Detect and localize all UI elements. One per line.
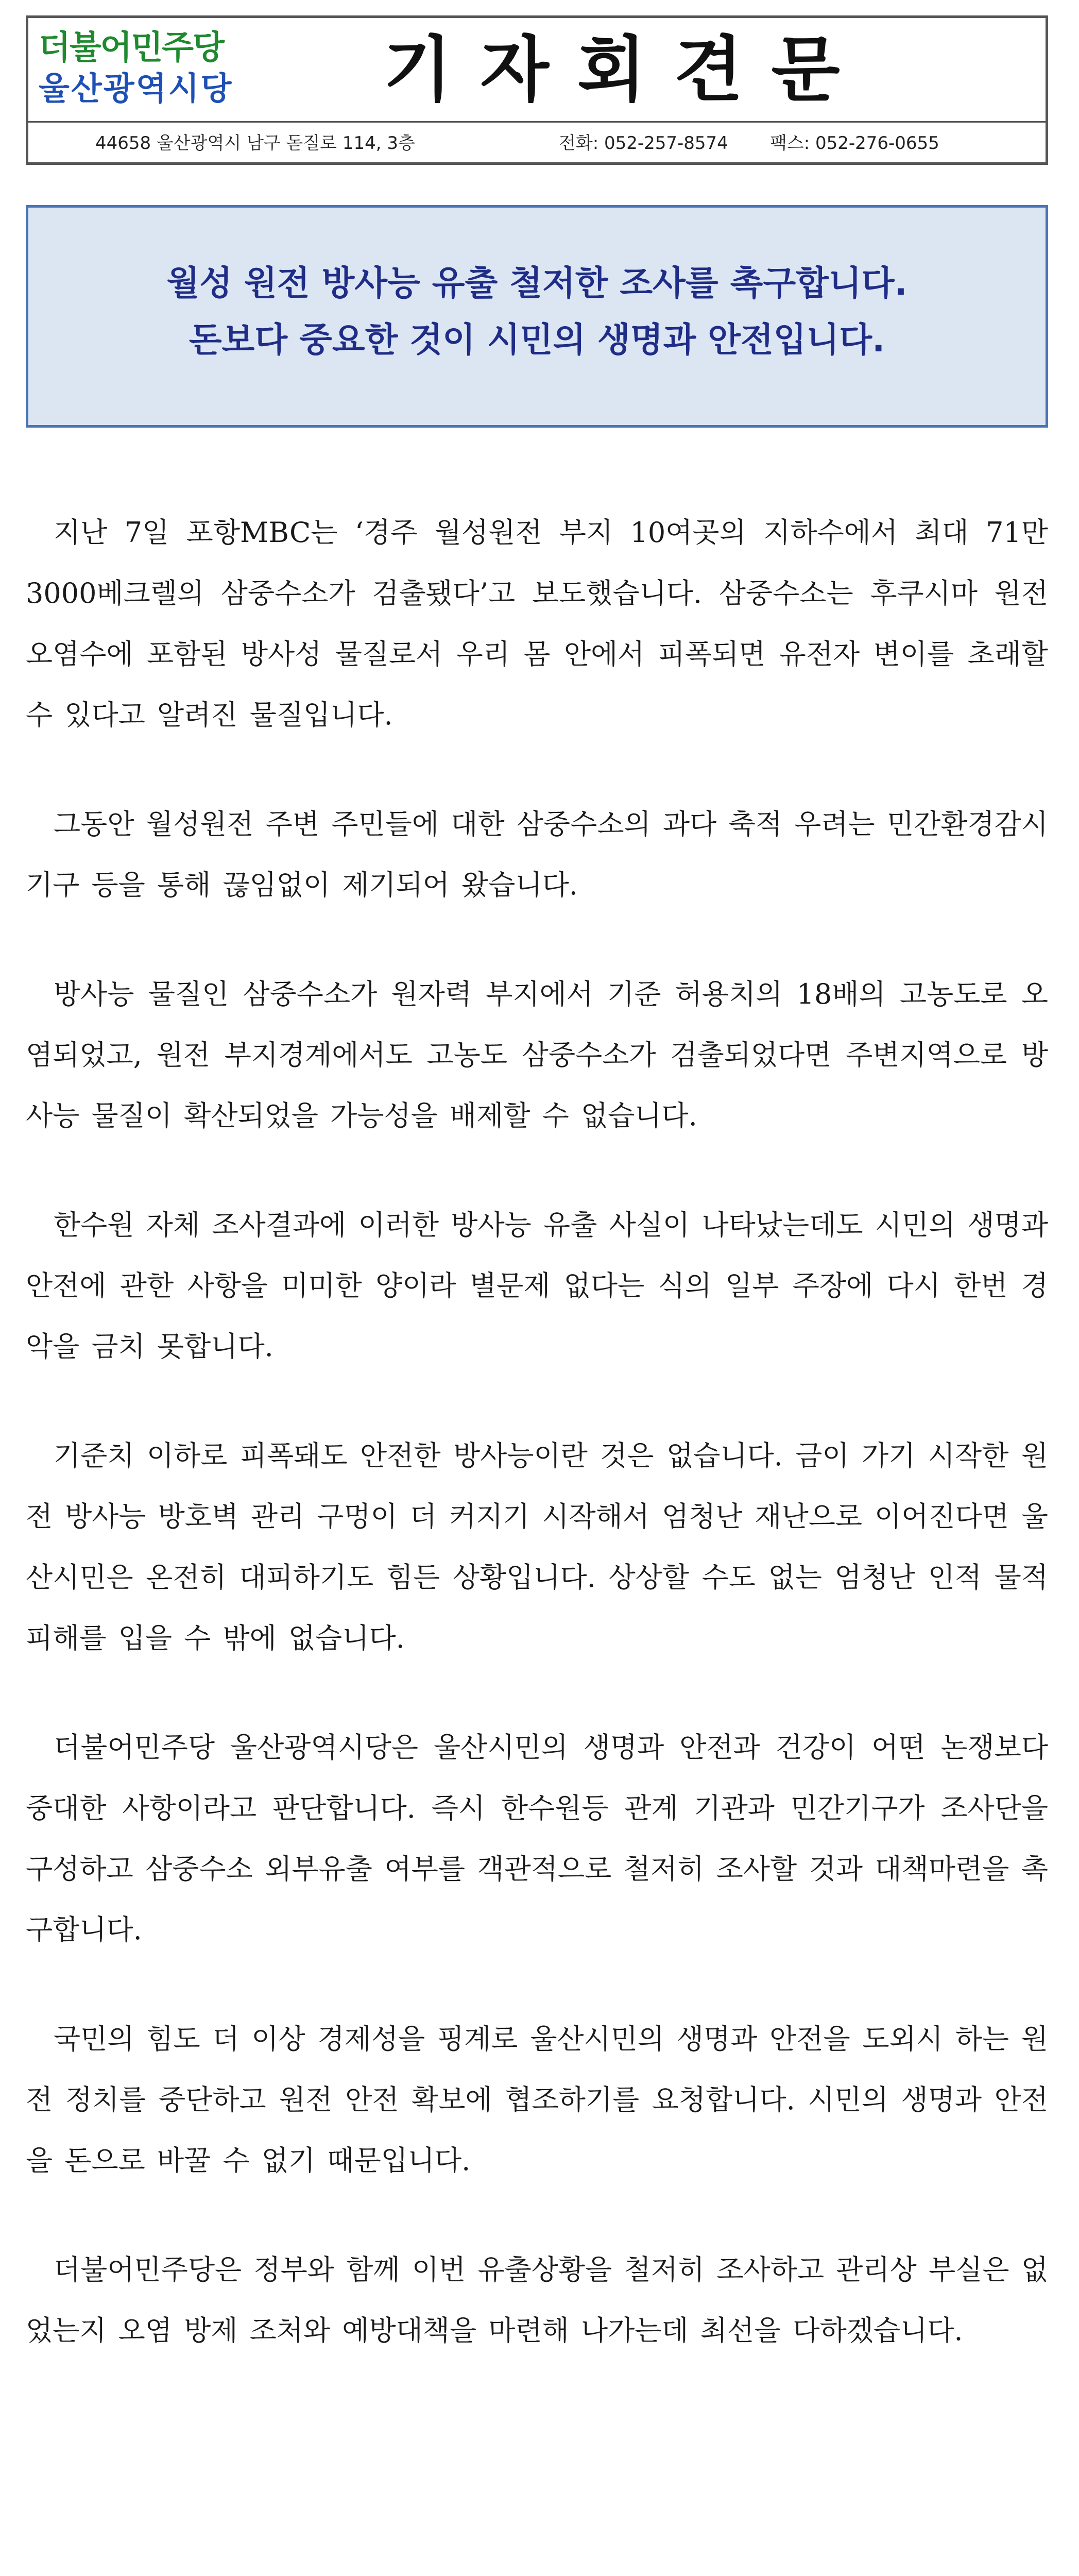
party-logo — [39, 27, 245, 115]
paragraph-7: 국민의 힘도 더 이상 경제성을 핑계로 울산시민의 생명과 안전을 도외시 하는 원전 정치를 중단하고 원전 안전 확보에 협조하기를 요청합니다. 시민의 생명과 안전을 돈으로 바꿀 수 없기 때문입니다. — [26, 2023, 1048, 2177]
paragraph-2: 그동안 월성원전 주변 주민들에 대한 삼중수소의 과다 축적 우려는 민간환경감시기구 등을 통해 끊임없이 제기되어 왔습니다. — [26, 808, 1048, 901]
paragraph-5: 기준치 이하로 피폭돼도 안전한 방사능이란 것은 없습니다. 금이 가기 시작한 원전 방사능 방호벽 관리 구멍이 더 커지기 시작해서 엄청난 재난으로 이어진다면 울산시민은 온전히 대피하기도 힘든 상황입니다. 상상할 수도 없는 엄청난 인적 물적 피해를 입을 수 밖에 없습니다. — [26, 1439, 1048, 1654]
paragraph-4: 한수원 자체 조사결과에 이러한 방사능 유출 사실이 나타났는데도 시민의 생명과 안전에 관한 사항을 미미한 양이라 별문제 없다는 식의 일부 주장에 다시 한번 경악을 금치 못합니다. — [26, 1209, 1048, 1363]
letterhead-top-row — [28, 18, 1046, 123]
headline-line-2: 돈보다 중요한 것이 시민의 생명과 안전입니다. — [189, 320, 885, 360]
office-address: 44658 울산광역시 남구 돋질로 114, 3층 — [95, 133, 415, 154]
paragraph-8: 더불어민주당은 정부와 함께 이번 유출상황을 철저히 조사하고 관리상 부실은 없었는지 오염 방제 조처와 예방대책을 마련해 나가는데 최선을 다하겠습니다. — [26, 2253, 1048, 2347]
fax-number: 팩스: 052-276-0655 — [770, 133, 939, 154]
paragraph-1: 지난 7일 포항MBC는 ‘경주 월성원전 부지 10여곳의 지하수에서 최대 71만 3000베크렐의 삼중수소가 검출됐다’고 보도했습니다. 삼중수소는 후쿠시마 원전 오염수에 포함된 방사성 물질로서 우리 몸 안에서 피폭되면 유전자 변이를 초래할 수 있다고 알려진 물질입니다. — [26, 516, 1048, 731]
logo-party-name: 더불어민주당 — [39, 29, 224, 67]
logo-branch-name: 울산광역시당 — [39, 70, 233, 107]
contact-info — [28, 123, 1046, 164]
paragraph-3: 방사능 물질인 삼중수소가 원자력 부지에서 기준 허용치의 18배의 고농도로 오염되었고, 원전 부지경계에서도 고농도 삼중수소가 검출되었다면 주변지역으로 방사능 물질이 확산되었을 가능성을 배제할 수 없습니다. — [26, 978, 1048, 1132]
paragraph-6: 더불어민주당 울산광역시당은 울산시민의 생명과 안전과 건강이 어떤 논쟁보다 중대한 사항이라고 판단합니다. 즉시 한수원등 관계 기관과 민간기구가 조사단을 구성하고 삼중수소 외부유출 여부를 객관적으로 철저히 조사할 것과 대책마련을 촉구합니다. — [26, 1731, 1048, 1946]
headline-box — [26, 205, 1048, 428]
headline-line-1: 월성 원전 방사능 유출 철저한 조사를 촉구합니다. — [166, 263, 907, 303]
phone-number: 전화: 052-257-8574 — [559, 133, 728, 154]
letterhead — [26, 15, 1048, 165]
document-title: 기자회견문 — [383, 28, 868, 111]
statement-body — [26, 502, 1048, 2410]
